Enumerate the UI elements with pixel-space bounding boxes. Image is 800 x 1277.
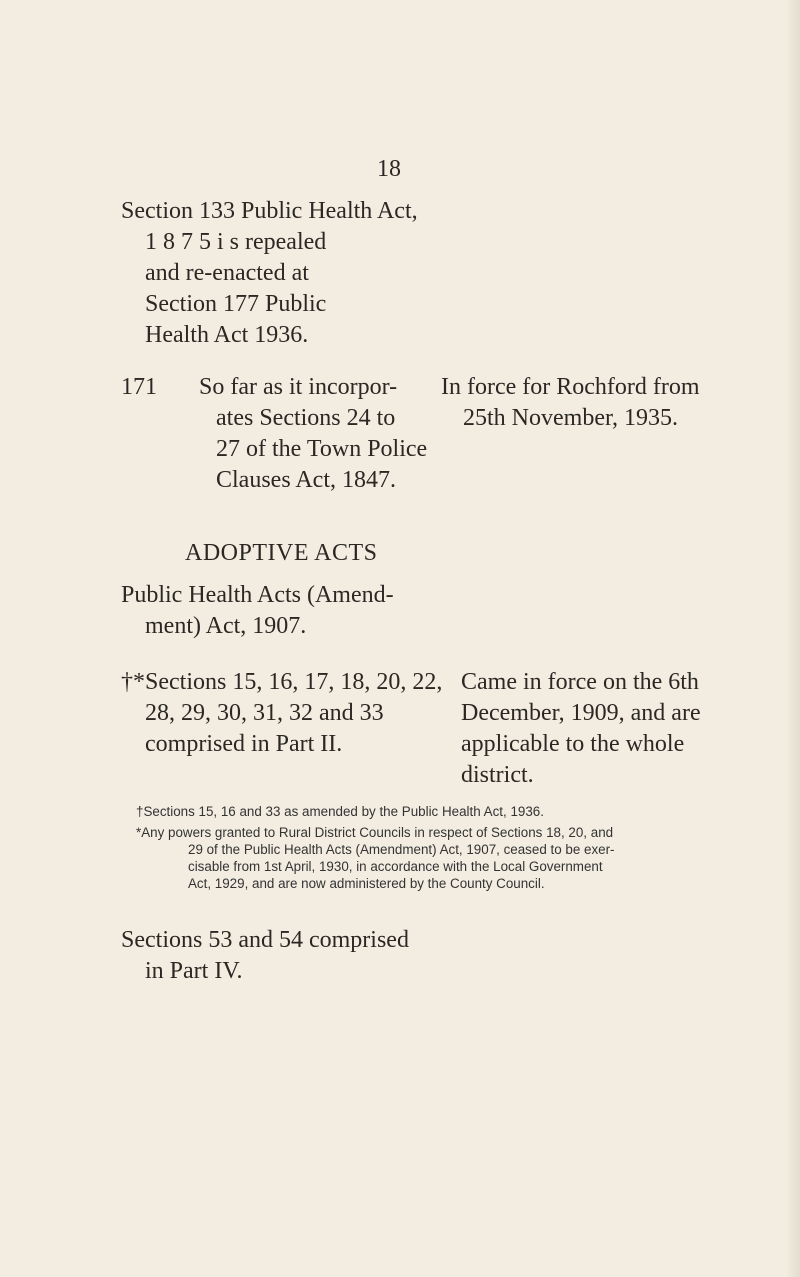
item-171-left-line-4: Clauses Act, 1847. bbox=[216, 467, 396, 493]
page-edge-shadow bbox=[786, 0, 800, 1277]
footnote-asterisk-line-2: 29 of the Public Health Acts (Amendment) Act, 1907, ceased to be exer- bbox=[188, 842, 615, 857]
adoptive-sections-line-1: †*Sections 15, 16, 17, 18, 20, 22, bbox=[121, 669, 443, 695]
section-133-line-1: Section 133 Public Health Act, bbox=[121, 198, 418, 224]
page-number: 18 bbox=[377, 156, 401, 182]
footnote-asterisk-line-3: cisable from 1st April, 1930, in accordance with the Local Government bbox=[188, 859, 603, 874]
footnote-asterisk-line-4: Act, 1929, and are now administered by the County Council. bbox=[188, 876, 545, 891]
section-133-line-5: Health Act 1936. bbox=[145, 322, 309, 348]
adoptive-act-line-2: ment) Act, 1907. bbox=[145, 613, 307, 639]
adoptive-sections-line-2: 28, 29, 30, 31, 32 and 33 bbox=[145, 700, 384, 726]
adoptive-acts-heading: ADOPTIVE ACTS bbox=[185, 540, 378, 566]
adoptive-act-line-1: Public Health Acts (Amend- bbox=[121, 582, 394, 608]
item-171-right-line-2: 25th November, 1935. bbox=[463, 405, 679, 431]
section-133-line-3: and re-enacted at bbox=[145, 260, 309, 286]
adoptive-sections-line-3: comprised in Part II. bbox=[145, 731, 343, 757]
section-133-line-4: Section 177 Public bbox=[145, 291, 327, 317]
footnote-dagger: †Sections 15, 16 and 33 as amended by the Public Health Act, 1936. bbox=[136, 804, 544, 819]
section-133-line-2: 1 8 7 5 i s repealed bbox=[145, 229, 327, 255]
item-171-right-line-1: In force for Rochford from bbox=[441, 374, 700, 400]
adoptive-force-line-3: applicable to the whole bbox=[461, 731, 685, 757]
adoptive-force-line-2: December, 1909, and are bbox=[461, 700, 701, 726]
adoptive-force-line-1: Came in force on the 6th bbox=[461, 669, 699, 695]
item-171-number: 171 bbox=[121, 374, 157, 400]
item-171-left-line-3: 27 of the Town Police bbox=[216, 436, 428, 462]
adoptive-force-line-4: district. bbox=[461, 762, 534, 788]
footnote-asterisk-line-1: *Any powers granted to Rural District Councils in respect of Sections 18, 20, and bbox=[136, 825, 614, 840]
item-171-left-line-1: So far as it incorpor- bbox=[199, 374, 398, 400]
sections-53-54-line-1: Sections 53 and 54 comprised bbox=[121, 927, 409, 953]
item-171-left-line-2: ates Sections 24 to bbox=[216, 405, 396, 431]
sections-53-54-line-2: in Part IV. bbox=[145, 958, 243, 984]
